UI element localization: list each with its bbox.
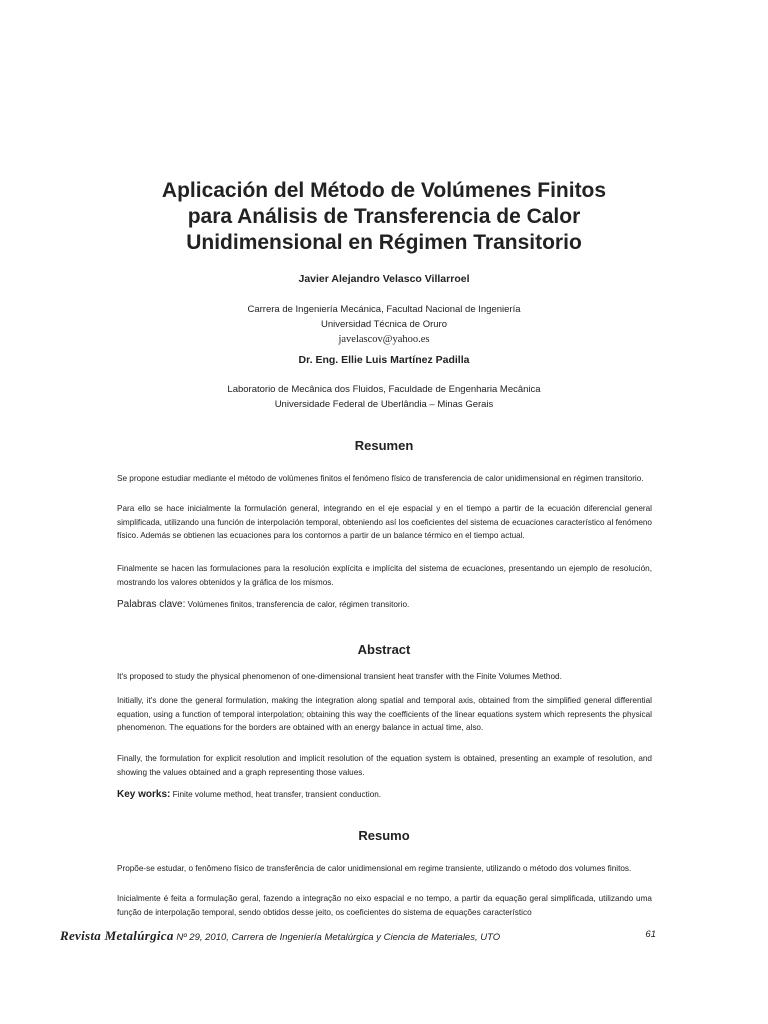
abstract-paragraph-3: Finally, the formulation for explicit resolution and implicit resolution of the equation system is obtained, presenting an example of resolution, and showing the values obtained and a graph representing those values. [117, 754, 652, 777]
resumen-paragraph-1: Se propone estudiar mediante el método de volúmenes finitos el fenómeno físico de transferencia de calor unidimensional en régimen transitorio. [117, 474, 644, 483]
author-2-affiliation [0, 382, 768, 412]
title-line-1: Aplicación del Método de Volúmenes Finitos [161, 179, 607, 202]
journal-name: Revista Metalúrgica [60, 928, 174, 943]
abstract-paragraph-1: It's proposed to study the physical phenomenon of one-dimensional transient heat transfer with the Finite Volumes Method. [117, 672, 562, 681]
resumen-keywords [117, 599, 652, 610]
title-line-2: para Análisis de Transferencia de Calor [187, 205, 581, 228]
abstract-keywords [117, 789, 652, 800]
abstract-heading: Abstract [357, 642, 411, 657]
resumen-heading: Resumen [354, 438, 414, 453]
author-1-affiliation-line-1: Carrera de Ingeniería Mecánica, Facultad Nacional de Ingeniería [247, 304, 521, 315]
resumo-paragraph-2: Inicialmente é feita a formulação geral, fazendo a integração no eixo espacial e no tempo, a partir da equação geral simplificada, utilizando uma função de interpolação temporal, sendo obtidos desse jeito, os coeficientes do sistema de equações característico [117, 894, 652, 917]
resumen-paragraph-2: Para ello se hace inicialmente la formulación general, integrando en el eje espacial y en el tiempo a partir de la ecuación diferencial general simplificada, utilizando una función de interpolación temporal, obteniendo así los coeficientes del sistema de ecuaciones característico al fenómeno físico. Además se obtienen las ecuaciones para los contornos a partir de un balance térmico en el tiempo actual. [117, 504, 652, 540]
abstract-paragraph-2: Initially, it's done the general formulation, making the integration along spatial and temporal axis, obtained from the simplified general differential equation, using a function of temporal interpolation; obtaining this way the coefficients of the linear equations system which represents the physical phenomenon. The equations for the borders are obtained with an energy balance in actual time, also. [117, 696, 652, 732]
author-1-name: Javier Alejandro Velasco Villarroel [298, 273, 470, 285]
author-1-affiliation-line-2: Universidad Técnica de Oruro [320, 319, 448, 330]
author-2-affiliation-line-1: Laboratorio de Mecânica dos Fluidos, Faculdade de Engenharia Mecânica [227, 384, 541, 395]
resumen-keywords-text: Volúmenes finitos, transferencia de calor, régimen transitorio. [187, 600, 410, 609]
author-1-affiliation [0, 302, 768, 347]
resumen-paragraph-3: Finalmente se hacen las formulaciones para la resolución explícita e implícita del sistema de ecuaciones, presentando un ejemplo de resolución, mostrando los valores obtenidos y la gráfica de los mismos. [117, 564, 652, 587]
author-1-email: javelascov@yahoo.es [338, 334, 430, 345]
resumen-keywords-label: Palabras clave: [117, 599, 186, 610]
resumo-paragraph-1: Propõe-se estudar, o fenômeno físico de transferência de calor unidimensional em regime transiente, utilizando o método dos volumes finitos. [117, 864, 632, 873]
title-line-3: Unidimensional en Régimen Transitorio [186, 231, 582, 254]
author-2-affiliation-line-2: Universidade Federal de Uberlândia – Minas Gerais [274, 399, 494, 410]
paper-title [100, 178, 668, 256]
page-footer [60, 928, 656, 944]
resumo-heading: Resumo [358, 828, 410, 843]
abstract-keywords-label: Key works: [117, 789, 171, 800]
journal-citation: Nº 29, 2010, Carrera de Ingeniería Metalúrgica y Ciencia de Materiales, UTO [176, 932, 501, 943]
author-2-name: Dr. Eng. Ellie Luis Martínez Padilla [298, 354, 470, 366]
page-number: 61 [645, 929, 656, 940]
abstract-keywords-text: Finite volume method, heat transfer, transient conduction. [172, 790, 382, 799]
